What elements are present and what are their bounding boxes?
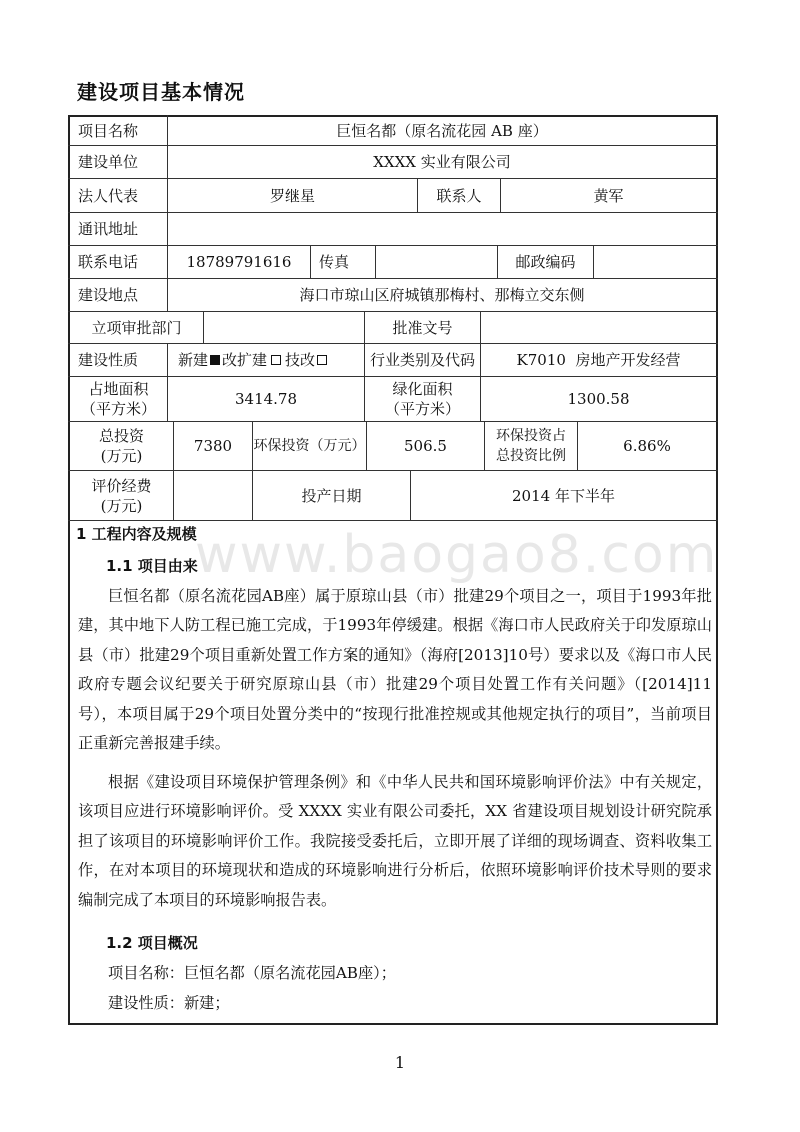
green-area-label xyxy=(365,377,480,421)
nature-expand-text: 改扩建 xyxy=(222,351,268,369)
land-area-label-line2: （平方米） xyxy=(80,400,156,418)
approval-no-value xyxy=(481,312,716,343)
land-area-label-line1: 占地面积 xyxy=(88,380,149,398)
page-number: 1 xyxy=(394,1053,406,1072)
nature-new-text: 新建 xyxy=(178,351,209,369)
legal-rep-value: 罗继星 xyxy=(269,186,315,205)
land-area-label xyxy=(70,377,167,421)
green-area-label-line1: 绿化面积 xyxy=(392,380,453,398)
checked-box-icon xyxy=(210,355,220,365)
eval-fee-label xyxy=(70,471,173,520)
green-area-value: 1300.58 xyxy=(567,390,630,408)
paragraph-1: 巨恒名都（原名流花园AB座）属于原琼山县（市）批建29个项目之一，项目于1993年批建，其中地下人防工程已施工完成，于1993年停缓建。根据《海口市人民政府关于印发原琼山县（市）批建29个项目重新处置工作方案的通知》（海府[2013]10号）要求以及《海口市人民政府专题会议纪要关于研究原琼山县（市）批建29个项目处置工作有关问题》（[2014]11号），本项目属于29个项目处置分类中的“按现行批准控规或其他规定执行的项目”，当前项目正重新完善报建手续。 xyxy=(78,587,712,753)
total-invest-label xyxy=(70,422,173,470)
section-heading-1-2: 1.2 项目概况 xyxy=(106,934,198,952)
total-invest-label-line2: (万元) xyxy=(100,447,143,465)
page-title: 建设项目基本情况 xyxy=(77,80,245,104)
address-value xyxy=(168,213,716,245)
eval-fee-value xyxy=(174,471,252,520)
section-heading-1-1: 1.1 项目由来 xyxy=(106,557,198,575)
row-divider xyxy=(68,520,718,521)
unchecked-box-icon xyxy=(317,355,327,365)
section-heading-1: 1 工程内容及规模 xyxy=(76,525,197,543)
land-area-value: 3414.78 xyxy=(234,390,298,408)
env-ratio-label-line2: 总投资比例 xyxy=(496,448,566,464)
approval-dept-label: 立项审批部门 xyxy=(91,318,182,337)
nature-options xyxy=(168,344,364,376)
start-date-value: 2014 年下半年 xyxy=(512,486,615,505)
legal-rep-label: 法人代表 xyxy=(78,186,139,205)
overview-line-1: 项目名称：巨恒名都（原名流花园AB座）； xyxy=(108,964,396,982)
industry-value: K7010 房地产开发经营 xyxy=(516,351,681,369)
total-invest-value: 7380 xyxy=(193,437,233,455)
env-ratio-label-line1: 环保投资占 xyxy=(496,428,566,444)
watermark: www.baogao8.com xyxy=(195,525,719,585)
overview-line-2: 建设性质：新建； xyxy=(108,994,230,1012)
fax-value xyxy=(376,246,497,278)
phone-label: 联系电话 xyxy=(78,253,139,271)
nature-label: 建设性质 xyxy=(78,351,139,369)
project-name-value: 巨恒名都（原名流花园 AB 座） xyxy=(336,121,548,140)
green-area-label-line2: （平方米） xyxy=(384,400,460,418)
contact-value: 黄军 xyxy=(593,186,624,205)
address-label: 通讯地址 xyxy=(78,220,139,238)
postcode-value xyxy=(594,246,716,278)
fax-label: 传真 xyxy=(319,253,350,271)
industry-label: 行业类别及代码 xyxy=(369,351,475,369)
nature-tech-text: 技改 xyxy=(285,351,316,369)
project-name-label: 项目名称 xyxy=(78,121,139,140)
eval-fee-label-line1: 评价经费 xyxy=(91,476,152,495)
location-label: 建设地点 xyxy=(78,286,139,304)
postcode-label: 邮政编码 xyxy=(515,253,576,271)
builder-label: 建设单位 xyxy=(78,153,139,171)
unchecked-box-icon xyxy=(271,355,281,365)
location-value: 海口市琼山区府城镇那梅村、那梅立交东侧 xyxy=(299,286,585,304)
start-date-label: 投产日期 xyxy=(301,486,362,505)
builder-value: XXXX 实业有限公司 xyxy=(373,153,511,171)
total-invest-label-line1: 总投资 xyxy=(98,427,144,445)
approval-dept-value xyxy=(204,312,364,343)
contact-label: 联系人 xyxy=(436,186,482,205)
env-ratio-value: 6.86% xyxy=(623,437,671,455)
env-ratio-label xyxy=(485,422,577,470)
paragraph-2: 根据《建设项目环境保护管理条例》和《中华人民共和国环境影响评价法》中有关规定，该项目应进行环境影响评价。受 XXXX 实业有限公司委托，XX 省建设项目规划设计研究院承担了该项目的环境影响评价工作。我院接受委托后，立即开展了详细的现场调查、资料收集工作，在对本项目的环境现状和造成的环境影响进行分析后，依照环境影响评价技术导则的要求编制完成了本项目的环境影响报告表。 xyxy=(78,773,712,909)
approval-no-label: 批准文号 xyxy=(392,318,453,337)
eval-fee-label-line2: (万元) xyxy=(100,496,143,515)
phone-value: 18789791616 xyxy=(186,253,292,271)
env-invest-label: 环保投资（万元） xyxy=(253,438,366,454)
env-invest-value: 506.5 xyxy=(404,437,447,455)
